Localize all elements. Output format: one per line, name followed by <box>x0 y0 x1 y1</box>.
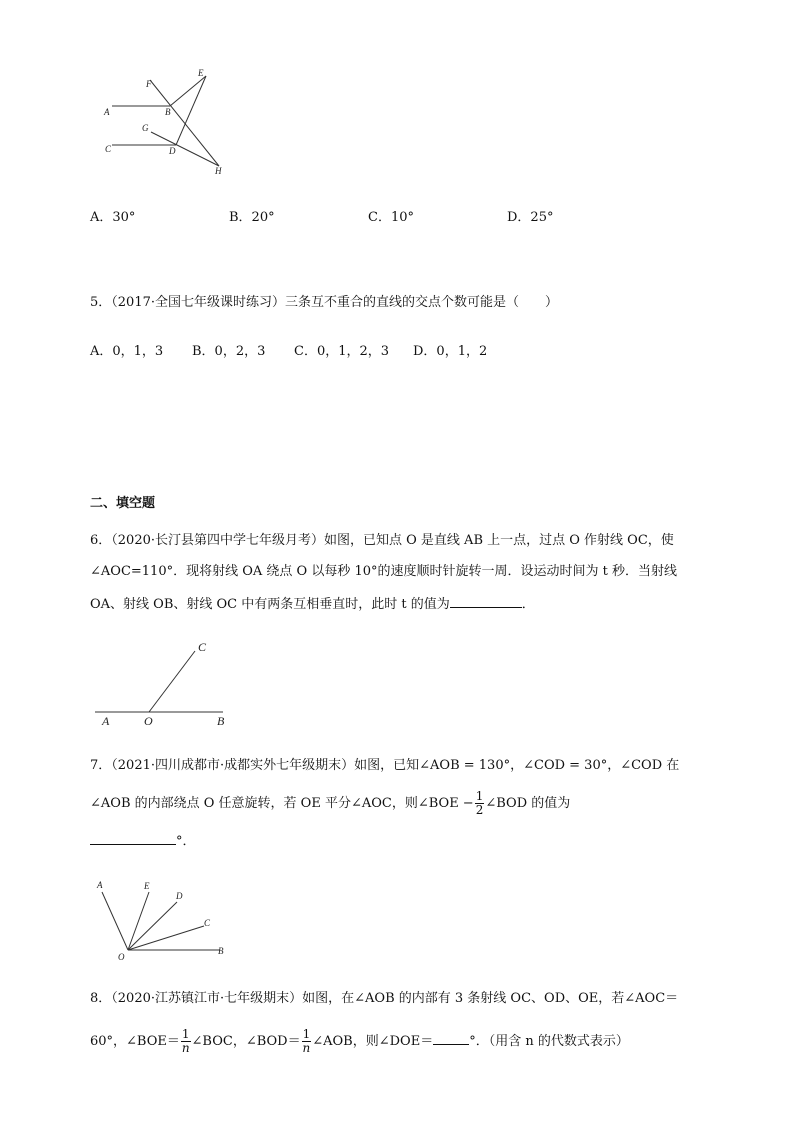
q8-line2 <box>90 1028 629 1055</box>
q4-label-E: E <box>198 68 204 78</box>
q7-label-A: A <box>97 880 103 890</box>
q6-text3-end: ． <box>521 597 535 612</box>
q6-line2: ∠AOC=110°．现将射线 OA 绕点 O 以每秒 10°的速度顺时针旋转一周．设运动时间为 t 秒．当射线 <box>90 564 677 579</box>
q7-frac-num: 1 <box>475 789 484 803</box>
q8-text2d: °．（用含 n 的代数式表示） <box>469 1034 629 1049</box>
q8-line1 <box>90 989 678 1009</box>
q7-text2a: ∠AOB 的内部绕点 O 任意旋转，若 OE 平分∠AOC，则∠BOE − <box>90 796 474 811</box>
q5-option-b[interactable]: B．0，2，3 <box>192 344 266 359</box>
q4-option-c[interactable]: C．10° <box>368 210 414 225</box>
q8-fraction-1 <box>181 1028 191 1055</box>
q7-line2 <box>90 790 570 817</box>
q6-label-A: A <box>102 714 110 728</box>
q6-line3 <box>90 593 535 615</box>
q8-fraction-2 <box>302 1028 312 1055</box>
q4-option-a[interactable]: A．30° <box>90 210 136 225</box>
q5-option-a[interactable]: A．0，1，3 <box>90 344 164 359</box>
q8-text2a: 60°，∠BOE＝ <box>90 1034 180 1049</box>
q7-fraction <box>475 790 485 817</box>
q5-option-d[interactable]: D．0，1，2 <box>413 344 488 359</box>
q4-label-G: G <box>142 123 149 133</box>
q8-text2c: ∠AOB，则∠DOE＝ <box>312 1034 434 1049</box>
q6-answer-blank[interactable] <box>450 593 522 608</box>
q7-figure <box>90 876 240 966</box>
q7-label-C: C <box>204 918 211 928</box>
q6-line1 <box>90 531 674 551</box>
q8-frac2-num: 1 <box>302 1027 311 1041</box>
q7-label-D: D <box>176 891 183 901</box>
q4-label-C: C <box>105 144 112 154</box>
q8-frac1-num: 1 <box>181 1027 190 1041</box>
q7-label-O: O <box>118 952 125 962</box>
q4-label-A: A <box>104 107 110 117</box>
q8-text2b: ∠BOC，∠BOD＝ <box>191 1034 301 1049</box>
q7-label-E: E <box>144 881 150 891</box>
q7-text1: 如图，已知∠AOB = 130°，∠COD = 30°，∠COD 在 <box>354 758 680 773</box>
q6-label-B: B <box>217 714 225 728</box>
q5-source: （2017·全国七年级课时练习） <box>111 295 285 310</box>
q4-label-F: F <box>146 79 152 89</box>
q6-source: （2020·长汀县第四中学七年级月考） <box>111 533 324 548</box>
q4-label-D: D <box>169 146 176 156</box>
q7-answer-blank[interactable] <box>90 830 176 845</box>
q7-text2b: ∠BOD 的值为 <box>485 796 571 811</box>
q6-number: 6． <box>90 533 112 548</box>
q5-number: 5． <box>90 295 112 310</box>
q8-frac2-den: n <box>302 1041 311 1055</box>
q7-line3 <box>90 830 196 852</box>
q7-line1 <box>90 756 679 776</box>
q4-label-B: B <box>165 107 171 117</box>
section-heading: 二、填空题 <box>90 496 156 511</box>
q4-label-H: H <box>215 166 222 176</box>
q4-figure <box>100 66 240 178</box>
q8-text1: 如图，在∠AOB 的内部有 3 条射线 OC、OD、OE，若∠AOC＝ <box>302 991 679 1006</box>
q7-text3-end: °． <box>176 834 196 849</box>
q8-answer-blank[interactable] <box>433 1030 469 1045</box>
q4-option-b[interactable]: B．20° <box>229 210 275 225</box>
q5-stem <box>90 293 558 313</box>
q8-number: 8． <box>90 991 112 1006</box>
q8-frac1-den: n <box>181 1041 190 1055</box>
q7-frac-den: 2 <box>475 803 484 817</box>
q6-label-C: C <box>198 640 207 654</box>
q6-figure <box>95 636 245 728</box>
q6-text3: OA、射线 OB、射线 OC 中有两条互相垂直时，此时 t 的值为 <box>90 597 450 612</box>
q4-option-d[interactable]: D．25° <box>507 210 554 225</box>
q7-number: 7． <box>90 758 112 773</box>
q7-label-B: B <box>218 946 224 956</box>
q5-question: 三条互不重合的直线的交点个数可能是（ ） <box>285 295 559 310</box>
q6-text1: 如图，已知点 O 是直线 AB 上一点，过点 O 作射线 OC，使 <box>324 533 674 548</box>
q6-label-O: O <box>144 714 153 728</box>
q7-source: （2021·四川成都市·成都实外七年级期末） <box>111 758 355 773</box>
q5-option-c[interactable]: C．0，1，2，3 <box>294 344 390 359</box>
q8-source: （2020·江苏镇江市·七年级期末） <box>111 991 303 1006</box>
